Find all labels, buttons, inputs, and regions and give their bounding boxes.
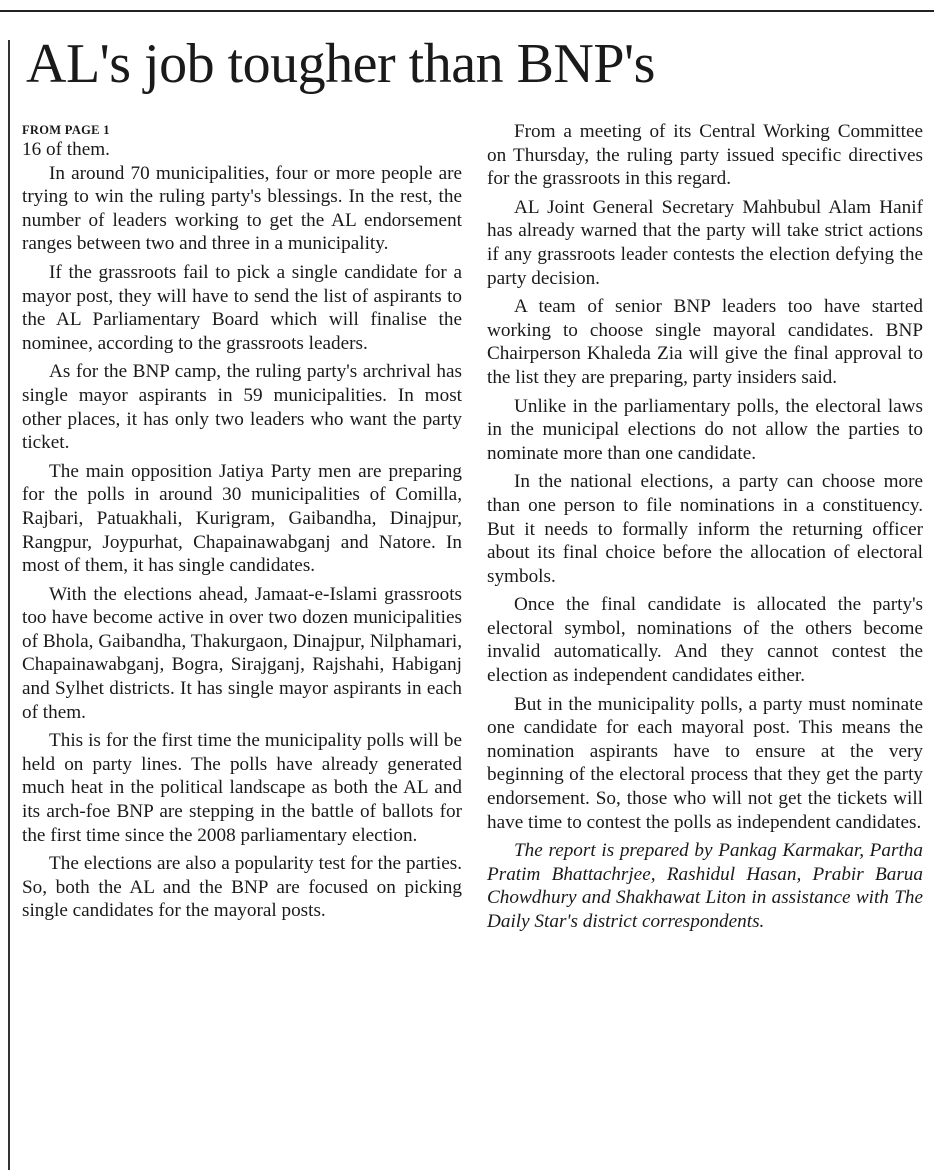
- paragraph: In around 70 municipalities, four or more people are trying to win the ruling party's blessings. In the rest, the number of leaders working to get the AL endorsement ranges between two and three in a municipality.: [22, 162, 462, 255]
- paragraph: 16 of them.: [22, 139, 110, 160]
- paragraph: A team of senior BNP leaders too have started working to choose single mayoral candidates. BNP Chairperson Khaleda Zia will give the final approval to the list they are preparing, party insiders said.: [487, 296, 923, 388]
- paragraph: In the national elections, a party can choose more than one person to file nominations in a constituency. But it needs to formally inform the returning officer about its final choice before the allocation of electoral symbols.: [487, 471, 923, 587]
- left-column: [22, 120, 462, 928]
- paragraph: From a meeting of its Central Working Committee on Thursday, the ruling party issued specific directives for the grassroots in this regard.: [487, 121, 923, 190]
- paragraph: As for the BNP camp, the ruling party's archrival has single mayor aspirants in 59 municipalities. In most other places, it has only two leaders who want the party ticket.: [22, 361, 462, 454]
- paragraph: Once the final candidate is allocated the party's electoral symbol, nominations of the others become invalid automatically. And they cannot contest the election as independent candidates either.: [487, 594, 923, 687]
- kicker: FROM PAGE 1: [22, 123, 110, 137]
- paragraph: With the elections ahead, Jamaat-e-Islami grassroots too have become active in over two dozen municipalities of Bhola, Gaibandha, Thakurgaon, Dinajpur, Nilphamari, Chapainawabganj, Bogra, Sirajganj, Rajshahi, Habiganj and Sylhet districts. It has single mayor aspirants in each of them.: [22, 583, 462, 723]
- top-rule: [0, 10, 934, 12]
- paragraph: If the grassroots fail to pick a single candidate for a mayor post, they will have to send the list of aspirants to the AL Parliamentary Board which will finalise the nominee, according to the grassroots leaders.: [22, 261, 462, 354]
- report-credit: The report is prepared by Pankag Karmakar, Partha Pratim Bhattachrjee, Rashidul Hasan, Prabir Barua Chowdhury and Shakhawat Liton in assistance with The Daily Star's district correspondents.: [487, 840, 923, 932]
- paragraph: This is for the first time the municipality polls will be held on party lines. The polls have already generated much heat in the political landscape as both the AL and its arch-foe BNP are stepping in the battle of ballots for the first time since the 2008 parliamentary election.: [22, 730, 462, 846]
- right-column: [487, 120, 923, 939]
- paragraph: But in the municipality polls, a party must nominate one candidate for each mayoral post. This means the nomination aspirants have to ensure at the very beginning of the electoral process that they get the party endorsement. So, those who will not get the tickets will have time to contest the polls as independent candidates.: [487, 693, 923, 833]
- headline: AL's job tougher than BNP's: [26, 33, 655, 95]
- paragraph: The elections are also a popularity test for the parties. So, both the AL and the BNP are focused on picking single candidates for the mayoral posts.: [22, 853, 462, 922]
- column-rule: [8, 40, 10, 1170]
- paragraph: AL Joint General Secretary Mahbubul Alam Hanif has already warned that the party will take strict actions if any grassroots leader contests the election defying the party decision.: [487, 196, 923, 289]
- paragraph: Unlike in the parliamentary polls, the electoral laws in the municipal elections do not allow the parties to nominate more than one candidate.: [487, 395, 923, 464]
- paragraph: The main opposition Jatiya Party men are preparing for the polls in around 30 municipalities of Comilla, Rajbari, Patuakhali, Kurigram, Gaibandha, Dinajpur, Rangpur, Joypurhat, Chapainawabganj and Natore. In most of them, it has single candidates.: [22, 460, 462, 577]
